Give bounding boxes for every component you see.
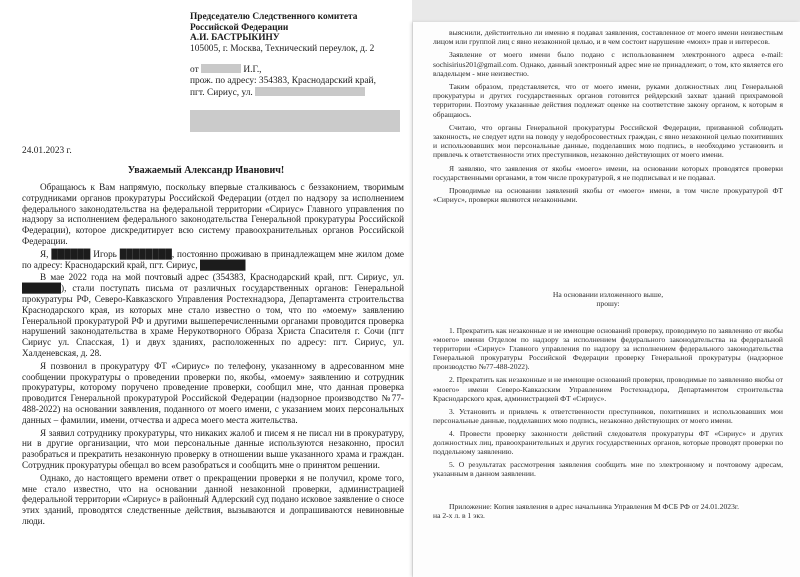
request-heading-block: [433, 290, 783, 309]
request-item: 4. Провести проверку законности действий следователя прокуратуры ФТ «Сириус» и других должностных лиц, правоохранительных и других государственных органов, которые проводят проверки по поддельному заявлению.: [433, 428, 783, 457]
sender-block: [190, 64, 405, 100]
sender-initials: И.Г.,: [243, 65, 262, 75]
appendix-line-1: Приложение: Копия заявления в адрес начальника Управления М ФСБ РФ от 24.01.2023г.: [449, 502, 740, 511]
request-heading: На основании изложенного выше,: [552, 290, 664, 299]
paragraph: Я заявляю, что заявления от якобы «моего» имени, на основании которых проводятся проверки государственными органами, в том числе прокуратурой, я не подписывал и не подавал.: [433, 163, 783, 182]
letter-date: 24.01.2023 г.: [22, 146, 72, 156]
paragraph: Обращаюсь к Вам напрямую, поскольку впервые сталкиваюсь с беззаконием, творимым сотрудниками органов прокуратуры Российской Федерации (отдел по надзору за исполнением федерального законодательства на федеральной территории «Сириус» Главного управления по надзору за исполнением федерального законодательства Генеральной прокуратуры Российской Федерации), которое дискредитирует всю систему правоохранительных органов Российской Федерации.: [22, 182, 404, 246]
request-list: [433, 326, 783, 482]
addressee-line-2: Российской Федерации: [190, 22, 289, 33]
paragraph: Однако, до настоящего времени ответ о прекращении проверки я не получил, кроме того, мне стало известно, что на основании данной незаконной проверки, администрацией федеральной территории «Сириус» в районный Адлерский суд подано исковое заявление о сносе этих зданий, проводятся следственные действия, вызываются и допрашиваются невиновные люди.: [22, 472, 404, 526]
appendix: [433, 502, 783, 520]
paragraph: Я, ██████ Игорь ████████, постоянно проживаю в принадлежащем мне жилом доме по адресу: Краснодарский край, пгт. Сириус, ███████: [22, 248, 404, 270]
sender-address-line-1: прож. по адресу: 354383, Краснодарский край,: [190, 76, 376, 87]
appendix-line-2: на 2-х л. в 1 экз.: [433, 511, 485, 521]
addressee-address: 105005, г. Москва, Технический переулок, д. 2: [190, 43, 375, 54]
paragraph: выяснили, действительно ли именно я подавал заявления, составленное от моего имени неизвестным лицом или группой лиц с явно незаконной целью, и в чем состоит нарушение «моих» прав и интересов.: [433, 28, 783, 47]
paragraph: Я позвонил в прокуратуру ФТ «Сириус» по телефону, указанному в адресованном мне сообщении прокуратуры о проведении проверки по, якобы, «моему» заявлению и сотрудник прокуратуры, которому поручено проведение проверки, сообщил мне, что данная проверка проводится Генеральной прокуратурой Российской Федерации (надзорное производство №77-488-2022) на основании заявления, поданного от моего имени, с указанием моих персональных данных – фамилии, имени, отчества и адреса моего места жительства.: [22, 360, 404, 425]
greeting: Уважаемый Александр Иванович!: [127, 165, 285, 176]
letter-body-left: [22, 182, 404, 529]
redacted-street: [255, 87, 365, 96]
addressee-name: А.И. БАСТРЫКИНУ: [190, 33, 280, 44]
addressee-line-1: Председателю Следственного комитета: [190, 12, 358, 22]
request-word: прошу:: [596, 299, 620, 309]
paragraph: Я заявил сотруднику прокуратуры, что никаких жалоб и писем я не писал ни в прокуратуру, ни в другие организации, что мои персональные данные используются незаконно, просил разобраться и прекратить незаконную проверку в отношении выше указанного храма и граждан. Сотрудник прокуратуры обещал во всем разобраться и сообщить мне о принятом решении.: [22, 427, 404, 470]
paragraph: Считаю, что органы Генеральной прокуратуры Российской Федерации, призванной соблюдать законность, не следует идти на поводу у недобросовестных граждан, с явно незаконной целью похитивших и использовавших мои персональные данные, подделавших мою подпись, в необходимо установить и привлечь к ответственности этих преступников, незаконно действующих от моего имени.: [433, 122, 783, 160]
addressee-block: [190, 12, 405, 54]
paragraph: Таким образом, представляется, что от моего имени, руками должностных лиц Генеральной прокуратуры и других государственных органов готовится рейдерский захват зданий прихрамовой территории. Поэтому указанные действия подлежат оценке на соответствие закону органом, к которым я обращаюсь.: [433, 82, 783, 119]
request-item: 5. О результатах рассмотрения заявления сообщить мне по электронному и почтовому адресам, указанным в данном заявлении.: [433, 460, 783, 479]
request-item: 1. Прекратить как незаконные и не имеющие оснований проверку, проводимую по заявлению от якобы «моего» имени Отделом по надзору за исполнением федерального законодательства на федеральной территории «Сириус» Главного управления по надзору за исполнением федерального законодательства Генеральной прокуратуры Российской Федерации проверку Генеральной прокуратуры (надзорное производство №77-488-2022).: [433, 326, 783, 372]
letter-page-2: [413, 22, 800, 577]
request-item: 2. Прекратить как незаконные и не имеющие оснований проверки, проводимые по заявлению якобы от «моего» имени Северо-Кавказским Управлением Ростехнадзора, Департаментом строительства Краснодарского края, администрацией ФТ «Сириус».: [433, 375, 783, 403]
paragraph: Заявление от моего имени было подано с использованием электронного адреса e-mail: sochisirius201@gmail.com. Однако, данный электронный адрес мне не принадлежит, о том, кто является его владельцем - мне неизвестно.: [433, 50, 783, 78]
paragraph: Проводимые на основании заявлений якобы от «моего» имени, в том числе прокуратурой ФТ «Сириус», проверки являются незаконными.: [433, 186, 783, 205]
sender-address-line-2: пгт. Сириус, ул.: [190, 88, 253, 99]
paragraph: В мае 2022 года на мой почтовый адрес (354383, Краснодарский край, пгт. Сириус, ул. ██████), стали поступать письма от различных государственных органов: Генеральной прокуратуры РФ, Северо-Кавказского Управления Ростехнадзора, Департамента строительства Краснодарского края, из которых мне стало известно о том, что по «моему» заявлению Генеральной прокуратурой РФ и другими вышеперечисленными органами проводится проверка нарушений законодательства в храме Нерукотворного Образа Христа Спасителя г. Сочи (пгт Сириус ул. Спасская, 1) и двух зданиях, расположенных по адресу: пгт. Сириус, ул. Халденевская, д. 28.: [22, 272, 404, 358]
redacted-surname: [201, 64, 241, 73]
sender-from-prefix: от: [190, 65, 199, 75]
letter-body-right: [433, 28, 783, 208]
request-item: 3. Установить и привлечь к ответственности преступников, похитивших и использовавших мои персональные данные, подделавших мою подпись, незаконно действующих от моего имени.: [433, 406, 783, 425]
redacted-block: [190, 110, 400, 132]
